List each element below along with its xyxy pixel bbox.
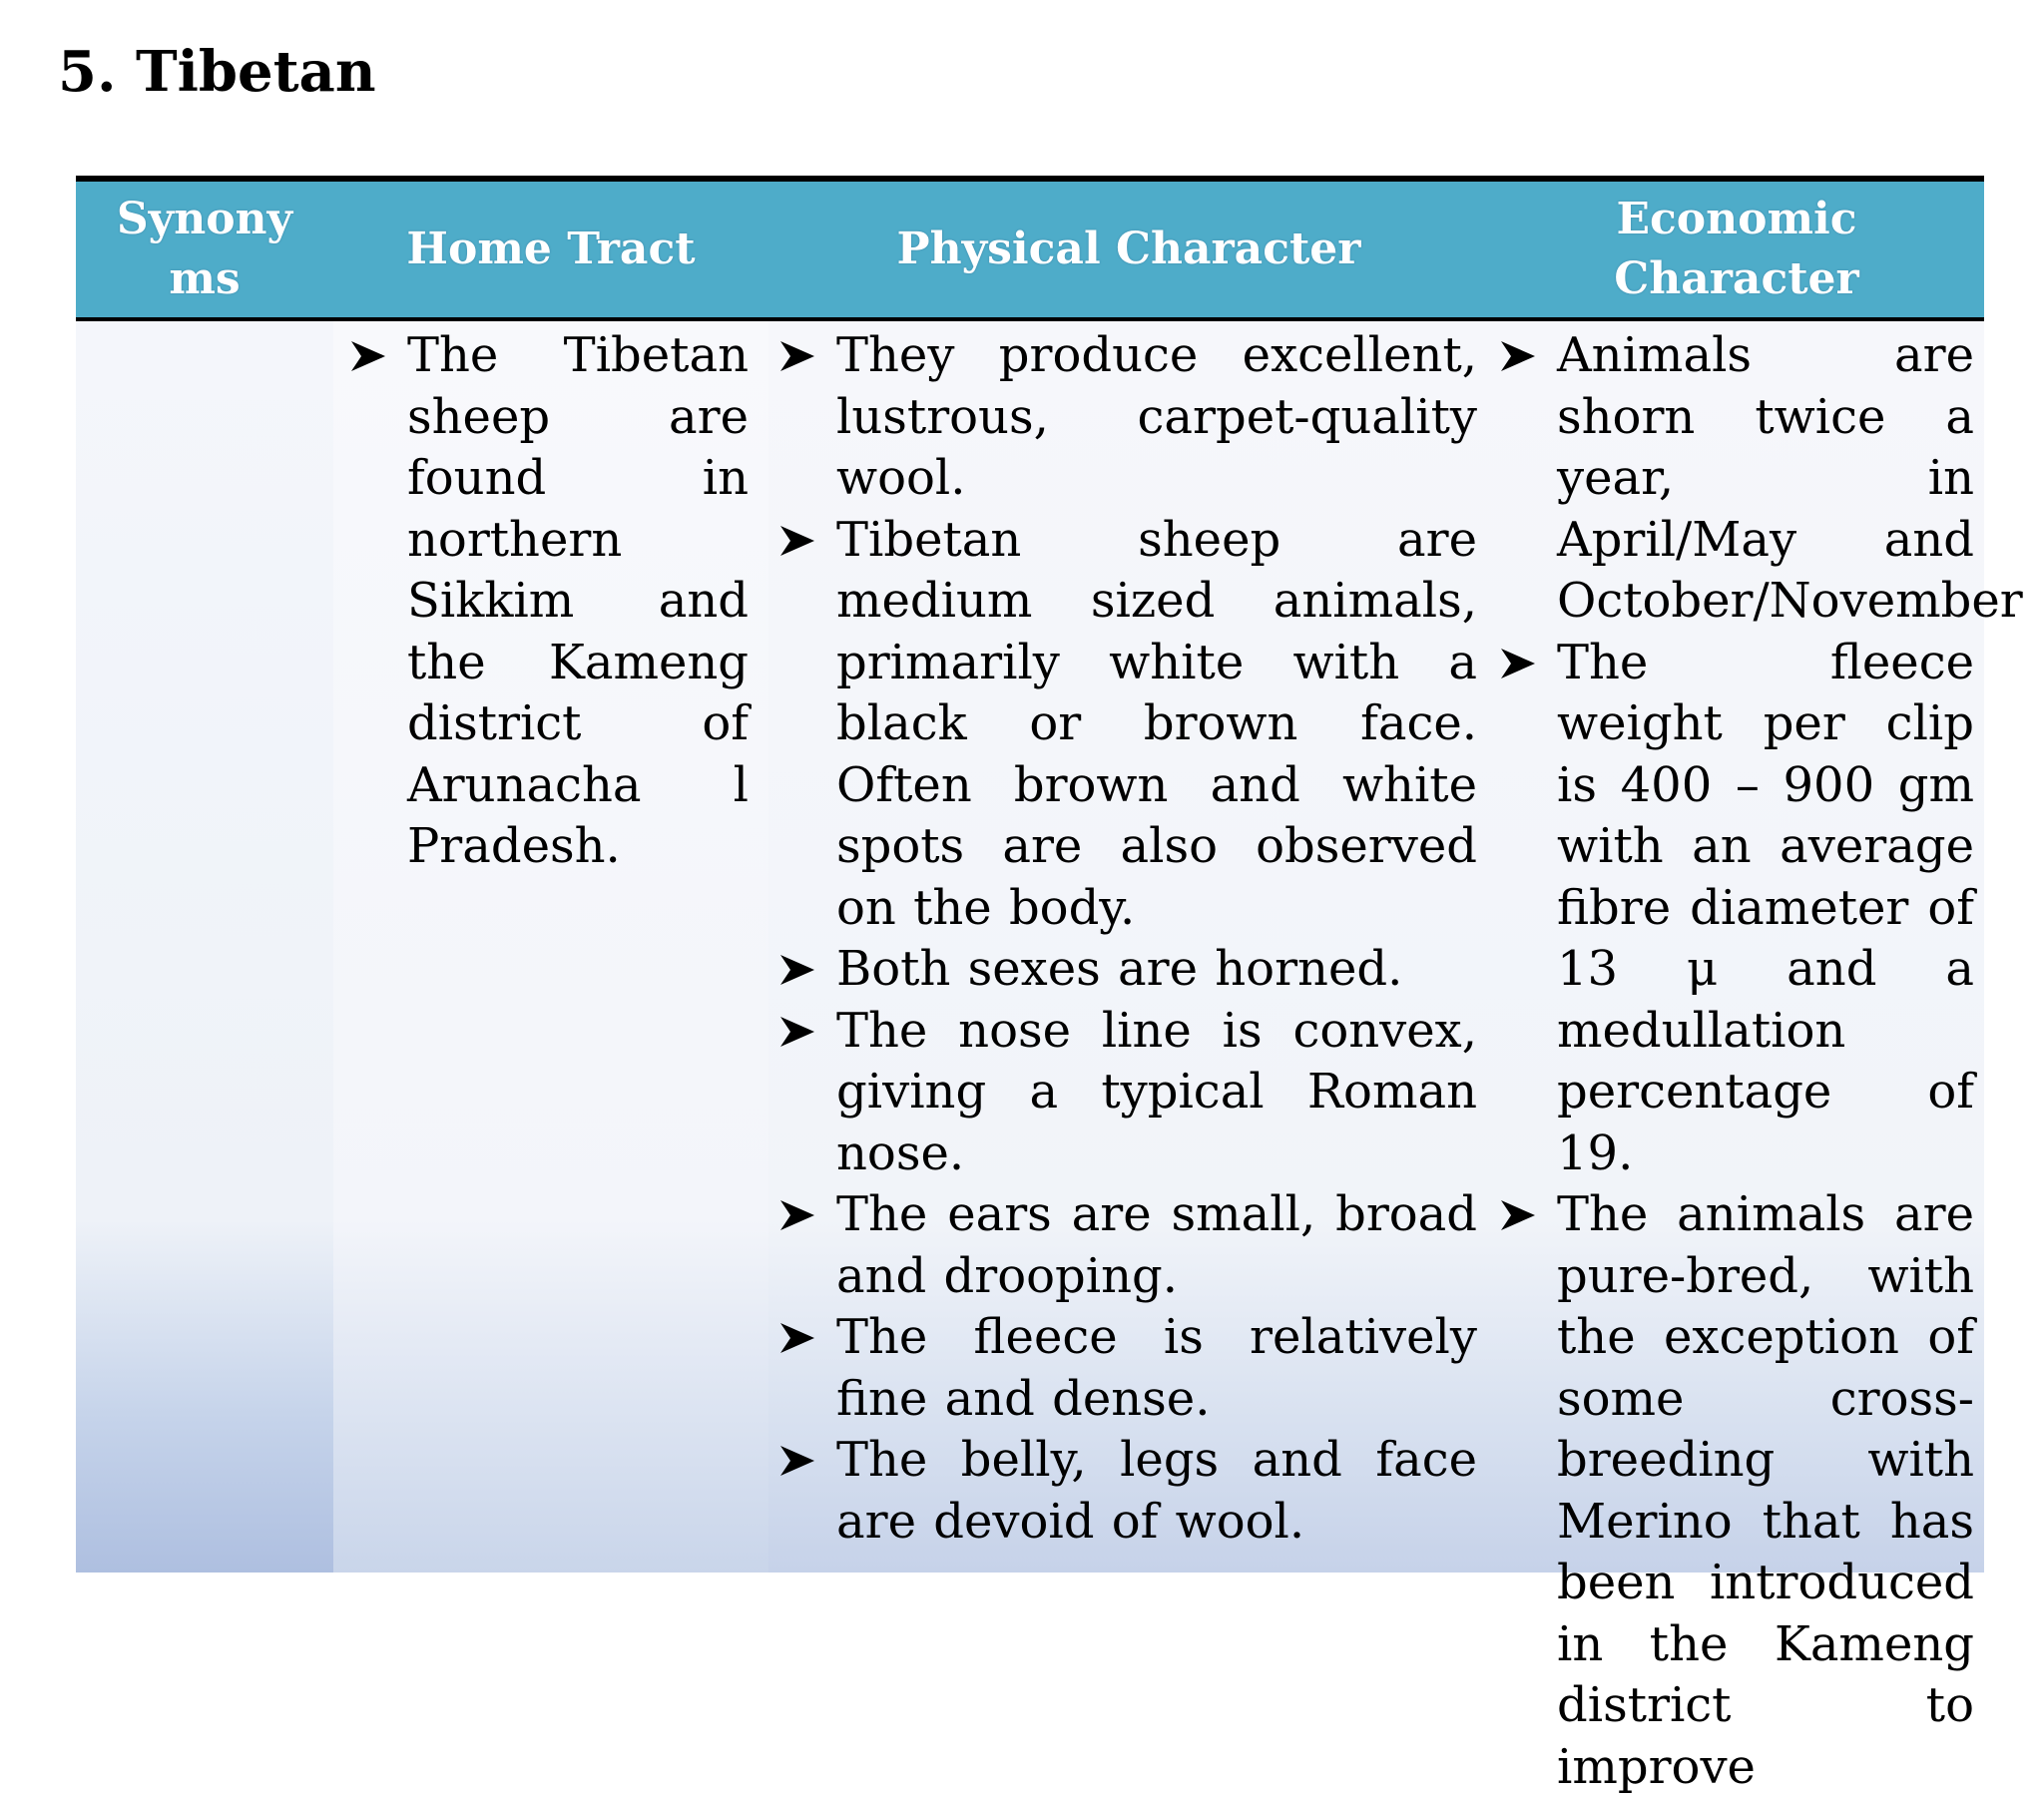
list-item-text: Both sexes are horned. — [836, 941, 1403, 997]
arrowhead-bullet-icon — [778, 1430, 822, 1492]
header-synonyms-part: Synony — [116, 194, 293, 244]
list-item-text: The belly, legs and face are devoid of wool. — [836, 1432, 1477, 1550]
list-item-text: The fleece is relatively fine and dense. — [836, 1309, 1477, 1427]
list-item-text: The ears are small, broad and drooping. — [836, 1186, 1477, 1304]
list-item-text: The Tibetan sheep are found in northern Sikkim and the Kameng district of Arunacha l Pradesh. — [407, 327, 749, 874]
list-item — [774, 325, 1477, 510]
arrowhead-bullet-icon — [778, 325, 822, 387]
arrowhead-bullet-icon — [778, 510, 822, 572]
list-item — [774, 510, 1477, 940]
list-item-text: The nose line is convex, giving a typical Roman nose. — [836, 1002, 1477, 1181]
physical-character-list — [774, 325, 1477, 1553]
list-item — [1495, 633, 1974, 1185]
list-item — [1495, 1184, 1974, 1798]
header-home-tract: Home Tract — [406, 224, 696, 274]
table-body — [76, 321, 2023, 1795]
header-synonyms-label — [95, 190, 314, 309]
list-item — [774, 1430, 1477, 1553]
synonyms-cell — [76, 321, 333, 1573]
arrowhead-bullet-icon — [1499, 325, 1543, 387]
list-item-text: The fleece weight per clip is 400 – 900 gm with an average fibre diameter of 13 μ and a medullation percentage of 19. — [1557, 634, 1974, 1181]
arrowhead-bullet-icon — [1499, 1184, 1543, 1246]
arrowhead-bullet-icon — [778, 1001, 822, 1063]
page-title: 5. Tibetan — [58, 39, 376, 105]
list-item — [774, 1184, 1477, 1307]
arrowhead-bullet-icon — [778, 1184, 822, 1246]
economic-character-list — [1495, 325, 2023, 1798]
home-tract-list — [345, 325, 749, 878]
arrowhead-bullet-icon — [778, 939, 822, 1001]
list-item — [774, 1307, 1477, 1430]
list-item-text: They produce excellent, lustrous, carpet-quality wool. — [836, 327, 1477, 506]
header-physical-character: Physical Character — [896, 224, 1361, 274]
list-item — [1495, 325, 2023, 633]
header-synonyms-part: ms — [169, 253, 241, 304]
list-item-text: The animals are pure-bred, with the exception of some cross-breeding with Merino that has been introduced in the Kameng district to improve — [1557, 1186, 1974, 1795]
arrowhead-bullet-icon — [1499, 633, 1543, 694]
arrowhead-bullet-icon — [778, 1307, 822, 1369]
header-synonyms — [76, 182, 333, 317]
breed-table — [76, 176, 2023, 1795]
list-item — [774, 939, 1477, 1001]
header-economic-character: Economic Character — [1614, 194, 1859, 304]
list-item-text: Animals are shorn twice a year, in April/May and October/November — [1557, 327, 2023, 629]
arrowhead-bullet-icon — [349, 325, 393, 387]
list-item — [774, 1001, 1477, 1185]
list-item — [345, 325, 749, 878]
list-item-text: Tibetan sheep are medium sized animals, primarily white with a black or brown face. Often brown and white spots are also observed on the body. — [836, 511, 1477, 936]
